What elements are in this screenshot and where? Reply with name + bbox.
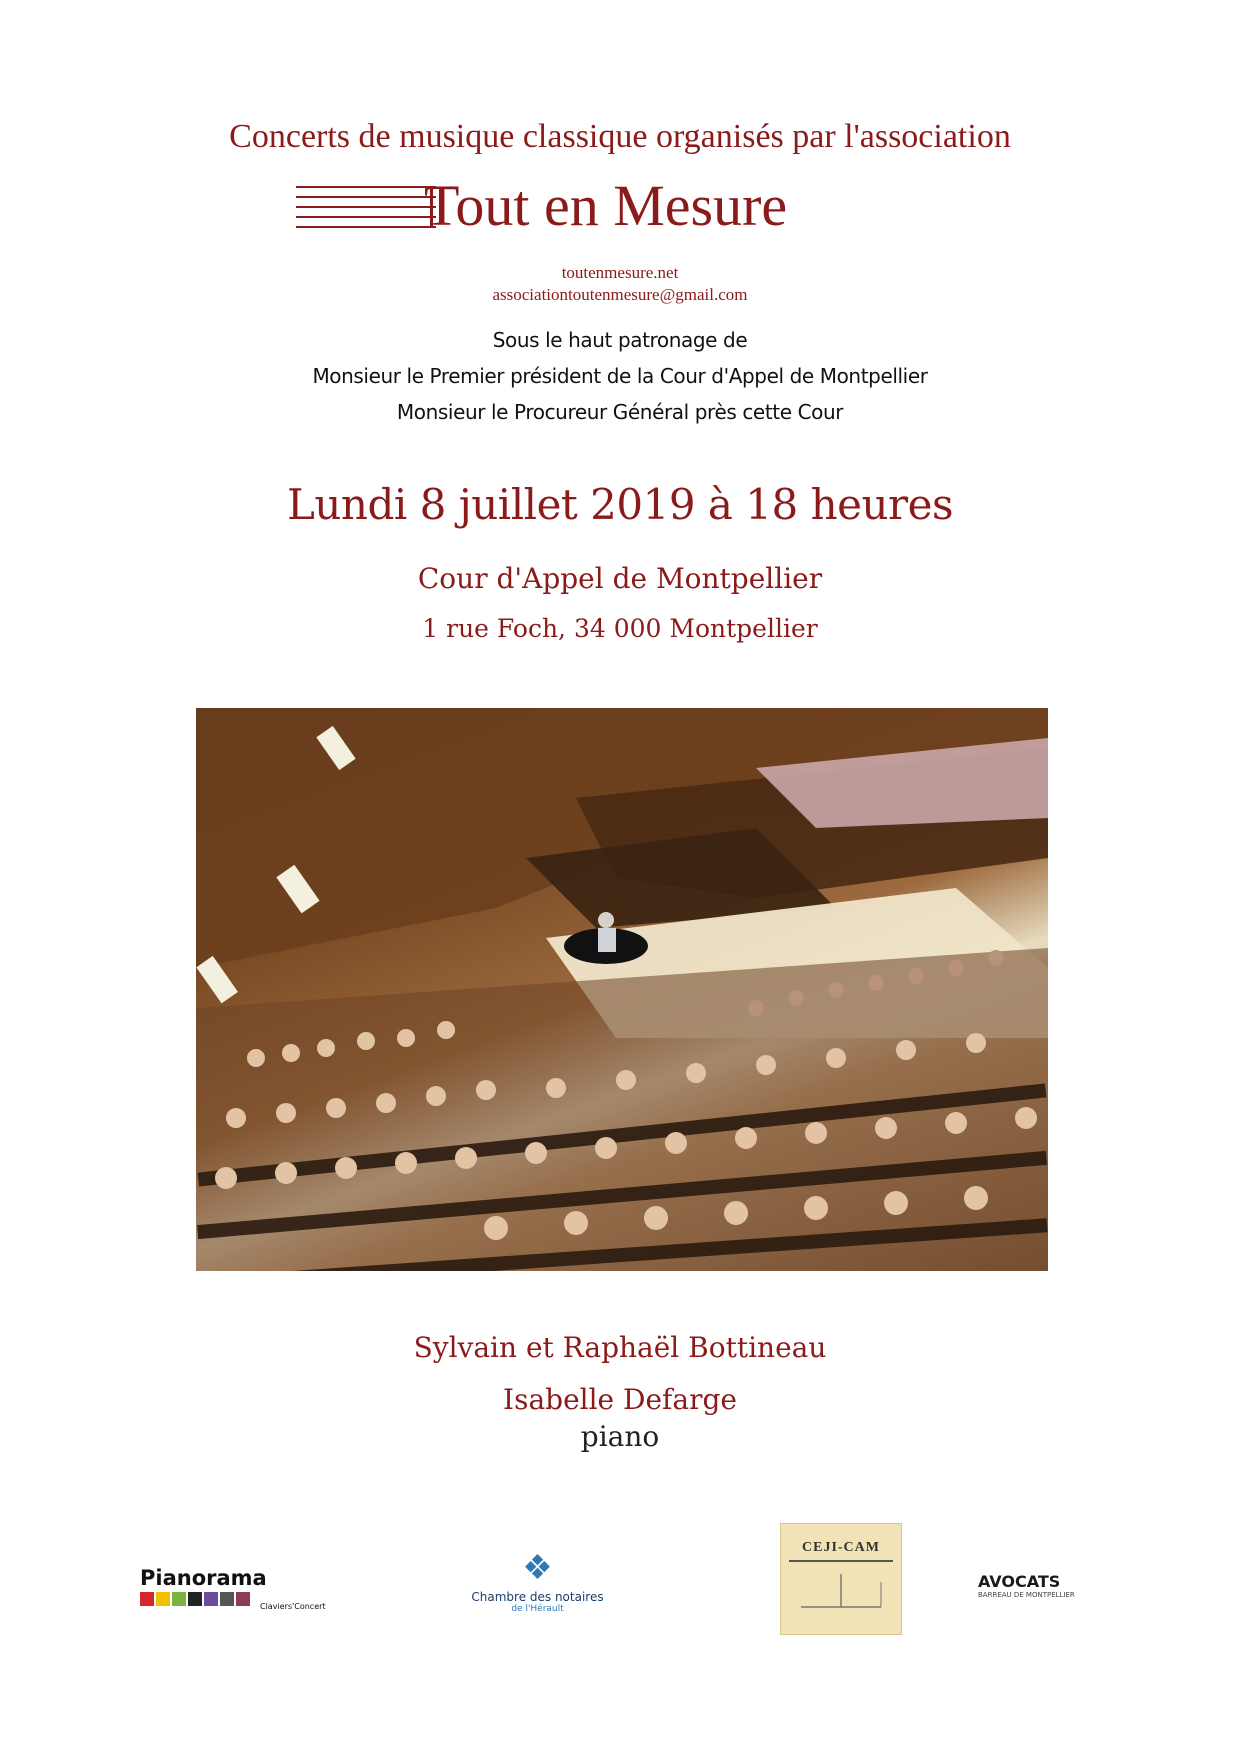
ceji-emblem-icon xyxy=(781,1562,901,1622)
association-logo xyxy=(296,173,886,238)
performers-block xyxy=(0,1322,1240,1426)
notaires-name: Chambre des notaires xyxy=(471,1590,604,1604)
avocats-subtitle: BARREAU DE MONTPELLIER xyxy=(978,1591,1075,1599)
sponsor-logos xyxy=(0,1520,1240,1640)
chambre-notaires-logo xyxy=(450,1548,625,1628)
staff-lines-icon xyxy=(296,186,436,230)
performers-line-1: Sylvain et Raphaël Bottineau xyxy=(413,1331,827,1364)
notaires-emblem-icon: ❖ xyxy=(522,1548,553,1588)
notaires-region: de l'Hérault xyxy=(511,1604,564,1614)
event-venue: Cour d'Appel de Montpellier xyxy=(417,562,823,595)
patronage-procureur: Monsieur le Procureur Général près cette Cour xyxy=(396,400,844,424)
performers-line-2: Isabelle Defarge xyxy=(503,1383,737,1416)
patronage-intro: Sous le haut patronage de xyxy=(492,328,748,352)
ceji-cam-name: CEJI-CAM xyxy=(802,1540,880,1555)
website-link[interactable]: toutenmesure.net xyxy=(561,263,679,282)
concert-hall-photo xyxy=(196,708,1048,1271)
contact-block xyxy=(0,262,1240,306)
intro-heading: Concerts de musique classique organisés par l'association xyxy=(229,118,1011,155)
pianorama-name: Pianorama xyxy=(140,1566,267,1590)
event-address: 1 rue Foch, 34 000 Montpellier xyxy=(422,614,818,643)
instrument-label: piano xyxy=(580,1420,660,1453)
patronage-president: Monsieur le Premier président de la Cour d'Appel de Montpellier xyxy=(312,364,928,388)
association-name: Tout en Mesure xyxy=(424,173,788,238)
email-link[interactable]: associationtoutenmesure@gmail.com xyxy=(492,285,748,304)
pianorama-logo xyxy=(140,1566,326,1626)
pianorama-subtitle: Claviers'Concert xyxy=(260,1602,326,1611)
avocats-logo xyxy=(978,1572,1113,1614)
avocats-name: AVOCATS xyxy=(978,1572,1061,1591)
event-date: Lundi 8 juillet 2019 à 18 heures xyxy=(286,480,954,529)
ceji-cam-logo xyxy=(780,1523,902,1635)
patronage-block xyxy=(0,322,1240,430)
